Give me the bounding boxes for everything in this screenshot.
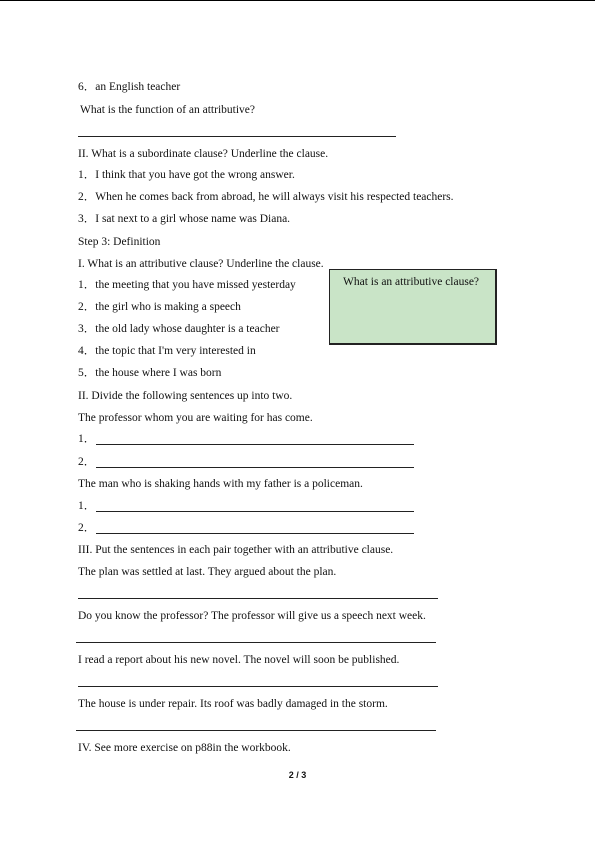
pair-1: The plan was settled at last. They argued about the plan.	[78, 566, 337, 578]
blank-line	[96, 533, 414, 534]
item-6: 6．an English teacher	[78, 81, 181, 93]
divide-sentence-1: The professor whom you are waiting for has come.	[78, 412, 313, 424]
blank-number-2a: 2．	[78, 456, 96, 468]
pair-3: I read a report about his new novel. The novel will soon be published.	[78, 654, 400, 666]
section-IV-heading: IV. See more exercise on p88in the workbook.	[78, 742, 291, 754]
attr-item-1: 1．the meeting that you have missed yesterday	[78, 279, 296, 291]
section-I-heading: I. What is an attributive clause? Underline the clause.	[78, 258, 324, 270]
sub-item-1: 1．I think that you have got the wrong answer.	[78, 169, 295, 181]
page-number: 2 / 3	[288, 770, 307, 780]
step3-heading: Step 3: Definition	[78, 236, 161, 248]
answer-line	[76, 642, 436, 643]
blank-number-1b: 1．	[78, 500, 96, 512]
attr-item-5: 5．the house where I was born	[78, 367, 222, 379]
definition-box	[329, 269, 497, 345]
answer-line	[78, 598, 438, 599]
pair-4: The house is under repair. Its roof was badly damaged in the storm.	[78, 698, 388, 710]
pair-2: Do you know the professor? The professor will give us a speech next week.	[78, 610, 426, 622]
section-III-heading: III. Put the sentences in each pair together with an attributive clause.	[78, 544, 394, 556]
section-II-heading: II. What is a subordinate clause? Underline the clause.	[78, 148, 329, 160]
blank-line	[96, 444, 414, 445]
function-question: What is the function of an attributive?	[80, 104, 255, 116]
section-II-divide-heading: II. Divide the following sentences up into two.	[78, 390, 293, 402]
sub-item-3: 3．I sat next to a girl whose name was Diana.	[78, 213, 291, 225]
attr-item-4: 4．the topic that I'm very interested in	[78, 345, 256, 357]
answer-line	[78, 136, 396, 137]
answer-line	[76, 730, 436, 731]
blank-line	[96, 467, 414, 468]
page-top-border	[0, 0, 595, 1]
blank-number-2b: 2．	[78, 522, 96, 534]
blank-number-1a: 1．	[78, 433, 96, 445]
attr-item-2: 2．the girl who is making a speech	[78, 301, 241, 313]
answer-line	[78, 686, 438, 687]
sub-item-2: 2．When he comes back from abroad, he will always visit his respected teachers.	[78, 191, 454, 203]
divide-sentence-2: The man who is shaking hands with my father is a policeman.	[78, 478, 363, 490]
attr-item-3: 3．the old lady whose daughter is a teacher	[78, 323, 280, 335]
blank-line	[96, 511, 414, 512]
definition-box-text: What is an attributive clause?	[343, 276, 480, 288]
